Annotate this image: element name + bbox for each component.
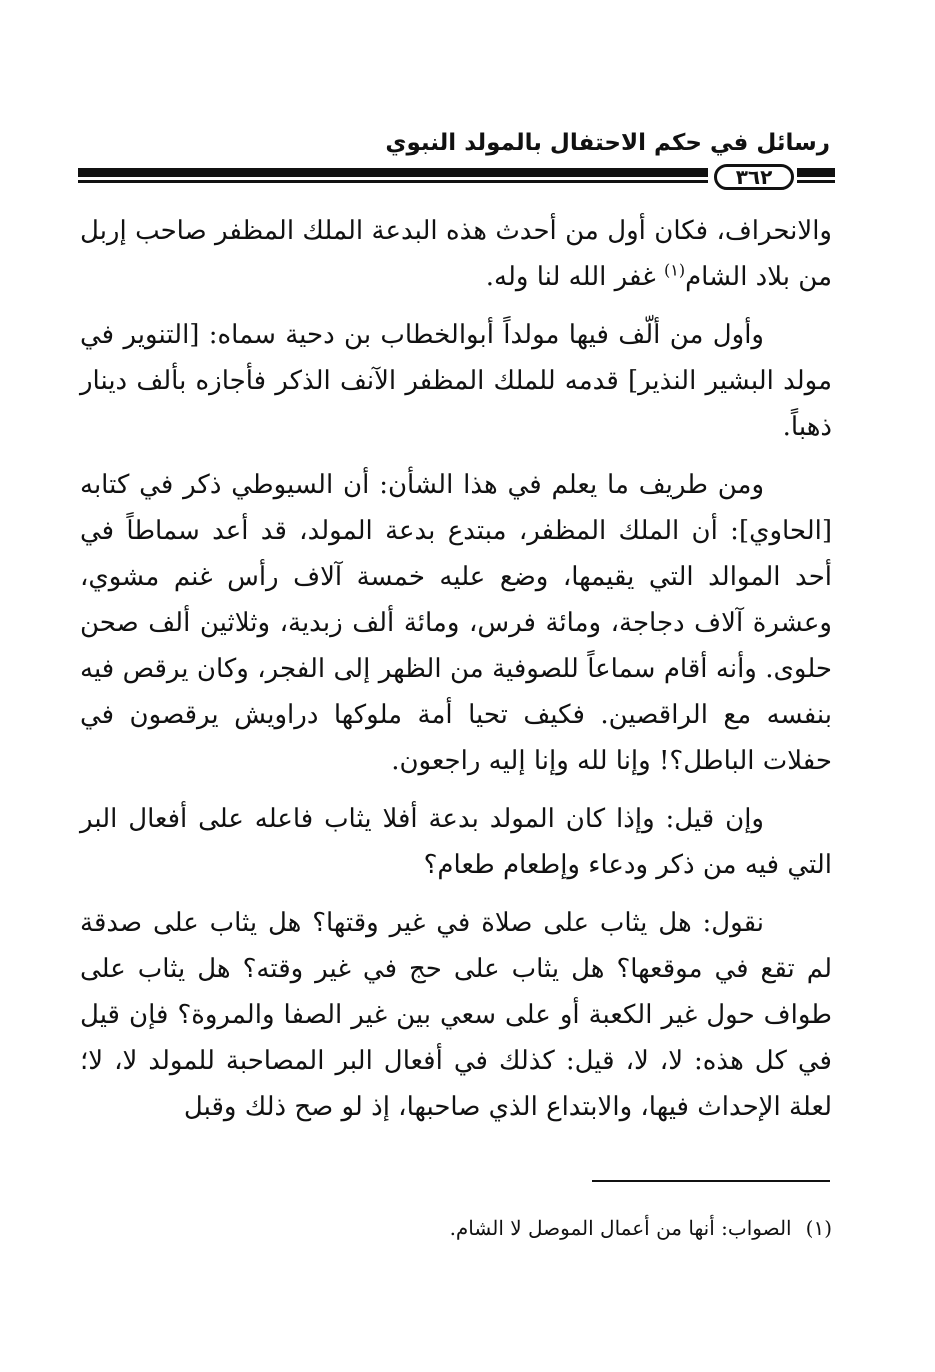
footnote xyxy=(380,1212,832,1244)
footnote-text: الصواب: أنها من أعمال الموصل لا الشام. xyxy=(449,1216,792,1240)
paragraph-1-tail: غفر الله لنا وله. xyxy=(485,262,664,292)
header-rule-right-thin xyxy=(797,180,835,183)
paragraph-5: نقول: هل يثاب على صلاة في غير وقتها؟ هل يثاب على صدقة لم تقع في موقعها؟ هل يثاب على حج في غير وقته؟ هل يثاب على طواف حول غير الكعبة أو على سعي بين غير الصفا والمروة؟ فإن قيل في كل هذه: لا، لا، قيل: كذلك في أفعال البر المصاحبة للمولد لا، لا؛ لعلة الإحداث فيها، والابتداع الذي صاحبها، إذ لو صح ذلك وقبل xyxy=(80,908,832,1122)
paragraph-3: ومن طريف ما يعلم في هذا الشأن: أن السيوطي ذكر في كتابه [الحاوي]: أن الملك المظفر، مبتدع بدعة المولد، قد أعد سماطاً في أحد الموالد التي يقيمها، وضع عليه خمسة آلاف رأس غنم مشوي، وعشرة آلاف دجاجة، ومائة فرس، ومائة ألف زبدية، وثلاثين ألف صحن حلوى. وأنه أقام سماعاً للصوفية من الظهر إلى الفجر، وكان يرقص فيه بنفسه مع الراقصين. فكيف تحيا أمة ملوكها دراويش يرقصون في حفلات الباطل؟! وإنا لله وإنا إليه راجعون. xyxy=(80,470,833,776)
footnote-reference: (١) xyxy=(663,260,686,280)
body-text xyxy=(80,208,832,1142)
page-number: ٣٦٢ xyxy=(714,164,794,190)
paragraph-1-text: والانحراف، فكان أول من أحدث هذه البدعة الملك المظفر صاحب إربل من بلاد الشام xyxy=(80,216,832,292)
footnote-divider xyxy=(592,1180,830,1182)
running-title: رسائل في حكم الاحتفال بالمولد النبوي xyxy=(385,130,830,156)
footnote-number: (١) xyxy=(805,1216,832,1240)
header-rule-left-thin xyxy=(78,180,708,183)
header-rule-left-thick xyxy=(78,168,708,177)
paragraph-4: وإن قيل: وإذا كان المولد بدعة أفلا يثاب فاعله على أفعال البر التي فيه من ذكر ودعاء وإطعام طعام؟ xyxy=(80,804,832,880)
paragraph-2: وأول من ألّف فيها مولداً أبوالخطاب بن دحية سماه: [التنوير في مولد البشير النذير] قدمه للملك المظفر الآنف الذكر فأجازه بألف دينار ذهباً. xyxy=(80,320,832,442)
header-rule-right-thick xyxy=(797,168,835,177)
paragraph-1 xyxy=(80,208,832,300)
header-rule xyxy=(78,164,835,192)
